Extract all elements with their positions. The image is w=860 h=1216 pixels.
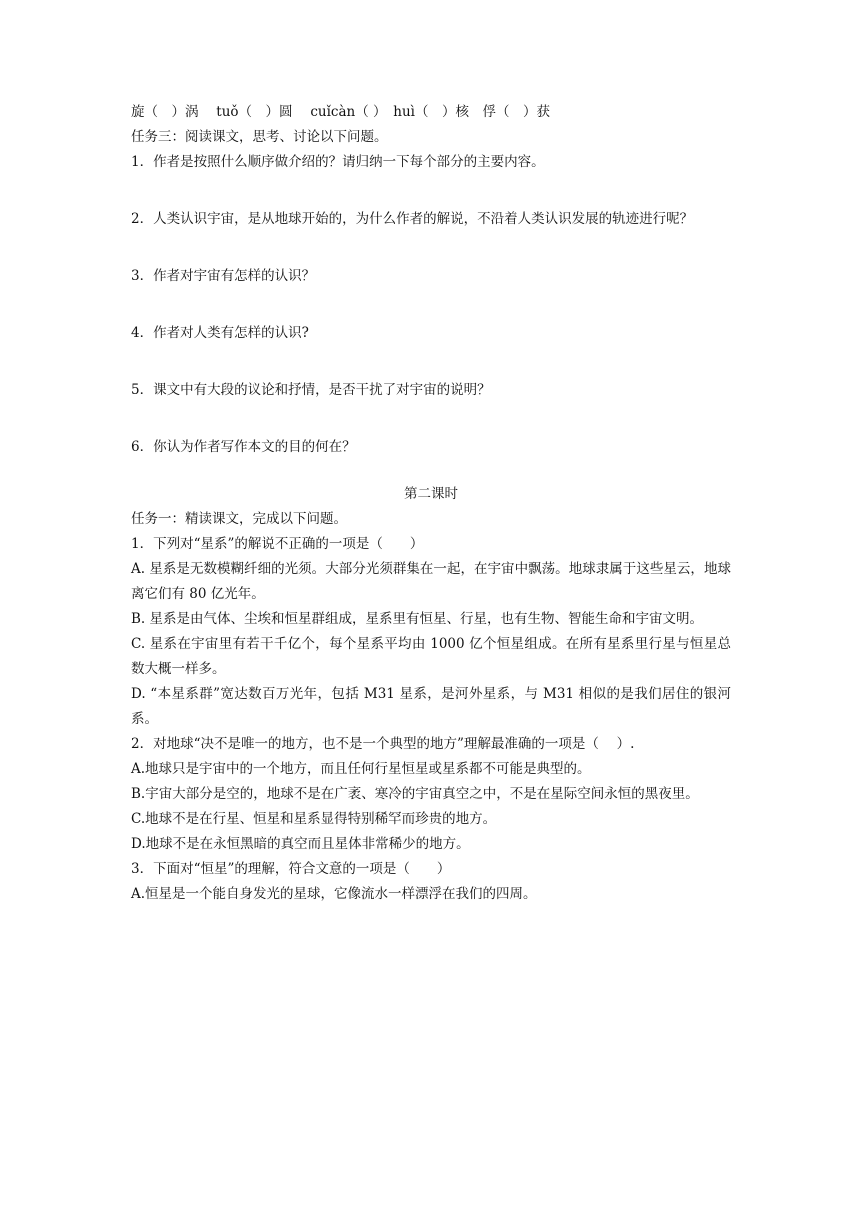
q2-stem: 2．对地球“决不是唯一的地方，也不是一个典型的地方”理解最准确的一项是（ ）. <box>131 736 635 752</box>
task3-question-6: 6．你认为作者写作本文的目的何在？ <box>131 439 356 455</box>
lesson2-task1-title: 任务一：精读课文，完成以下问题。 <box>131 511 347 527</box>
task3-question-2: 2．人类认识宇宙，是从地球开始的，为什么作者的解说，不沿着人类认识发展的轨迹进行呢？ <box>131 211 694 227</box>
q2-option-d: D.地球不是在永恒黑暗的真空而且星体非常稀少的地方。 <box>131 836 470 852</box>
pinyin-fill-line: 旋（ ）涡 tuǒ（ ）圆 cuǐcàn（ ） huì（ ）核 俘（ ）获 <box>131 104 550 120</box>
q1-option-d: D. “本星系群”宽达数百万光年，包括 M31 星系，是河外星系，与 M31 相似的是我们居住的银河系。 <box>131 686 731 727</box>
task3-question-1: 1．作者是按照什么顺序做介绍的？请归纳一下每个部分的主要内容。 <box>131 154 545 170</box>
task3-question-4: 4．作者对人类有怎样的认识? <box>131 325 309 341</box>
q3-option-a: A.恒星是一个能自身发光的星球，它像流水一样漂浮在我们的四周。 <box>131 886 537 902</box>
q1-stem: 1．下列对“星系”的解说不正确的一项是（ ） <box>131 536 424 552</box>
task3-question-5: 5．课文中有大段的议论和抒情，是否干扰了对宇宙的说明？ <box>131 382 491 398</box>
q1-option-a: A. 星系是无数模糊纤细的光须。大部分光须群集在一起，在宇宙中飘荡。地球隶属于这些星云，地球离它们有 80 亿光年。 <box>131 561 731 602</box>
q2-option-a: A.地球只是宇宙中的一个地方，而且任何行星恒星或星系都不可能是典型的。 <box>131 761 591 777</box>
q1-option-c: C. 星系在宇宙里有若干千亿个，每个星系平均由 1000 亿个恒星组成。在所有星系里行星与恒星总数大概一样多。 <box>131 636 731 677</box>
task3-question-3: 3．作者对宇宙有怎样的认识？ <box>131 268 316 284</box>
q2-option-b: B.宇宙大部分是空的，地球不是在广袤、寒冷的宇宙真空之中，不是在星际空间永恒的黑夜里。 <box>131 786 699 802</box>
lesson2-heading: 第二课时 <box>404 486 458 502</box>
q1-option-b: B. 星系是由气体、尘埃和恒星群组成，星系里有恒星、行星，也有生物、智能生命和宇宙文明。 <box>131 611 704 627</box>
task3-title: 任务三：阅读课文，思考、讨论以下问题。 <box>131 129 388 145</box>
q3-stem: 3．下面对“恒星”的理解，符合文意的一项是（ ） <box>131 861 451 877</box>
document-page <box>131 100 731 907</box>
q2-option-c: C.地球不是在行星、恒星和星系显得特别稀罕而珍贵的地方。 <box>131 811 497 827</box>
